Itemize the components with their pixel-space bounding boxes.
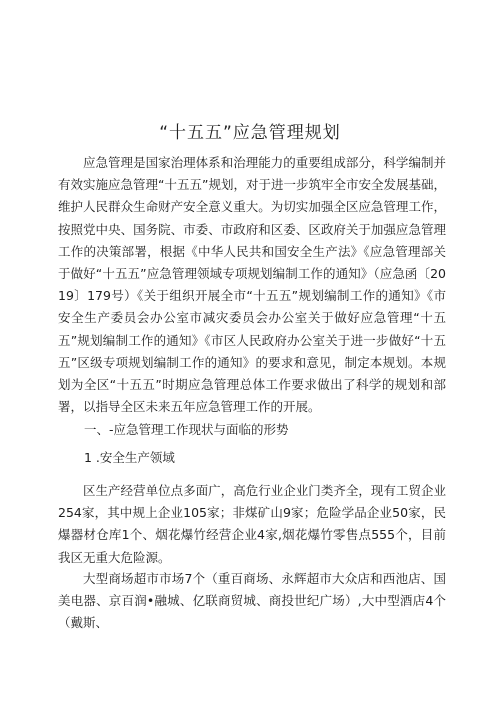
- section-heading: 一、-应急管理工作现状与面临的形势: [84, 422, 289, 437]
- commercial-paragraph: 大型商场超市市场7个（重百商场、永辉超市大众店和西池店、国美电器、京百润•融城、亿联商贸城、商投世纪广场）,大中型酒店4个（戴斯、: [58, 571, 446, 631]
- subsection-heading: 1 .安全生产领域: [84, 450, 175, 465]
- document-title: “十五五”应急管理规划: [159, 123, 341, 143]
- production-paragraph: 区生产经营单位点多面广，高危行业企业门类齐全，现有工贸企业254家，其中规上企业105家；非煤矿山9家；危险学品企业50家，民爆器材仓库1个、烟花爆竹经营企业4家,烟花爆竹零售点555个，目前我区无重大危险源。: [58, 483, 446, 565]
- intro-paragraph: 应急管理是国家治理体系和治理能力的重要组成部分，科学编制并有效实施应急管理“十五五”规划，对于进一步筑牢全市安全发展基础，维护人民群众生命财产安全意义重大。为切实加强全区应急管理工作，按照党中央、国务院、市委、市政府和区委、区政府关于加强应急管理工作的决策部署，根据《中华人民共和国安全生产法》《应急管理部关于做好“十五五”应急管理领域专项规划编制工作的通知》（应急函〔2019〕179号）《关于组织开展全市“十五五”规划编制工作的通知》《市安全生产委员会办公室市减灾委员会办公室关于做好应急管理“十五五”规划编制工作的通知》《市区人民政府办公室关于进一步做好“十五五”区级专项规划编制工作的通知》的要求和意见，制定本规划。本规划为全区“十五五”时期应急管理总体工作要求做出了科学的规划和部署，以指导全区未来五年应急管理工作的开展。: [58, 155, 446, 415]
